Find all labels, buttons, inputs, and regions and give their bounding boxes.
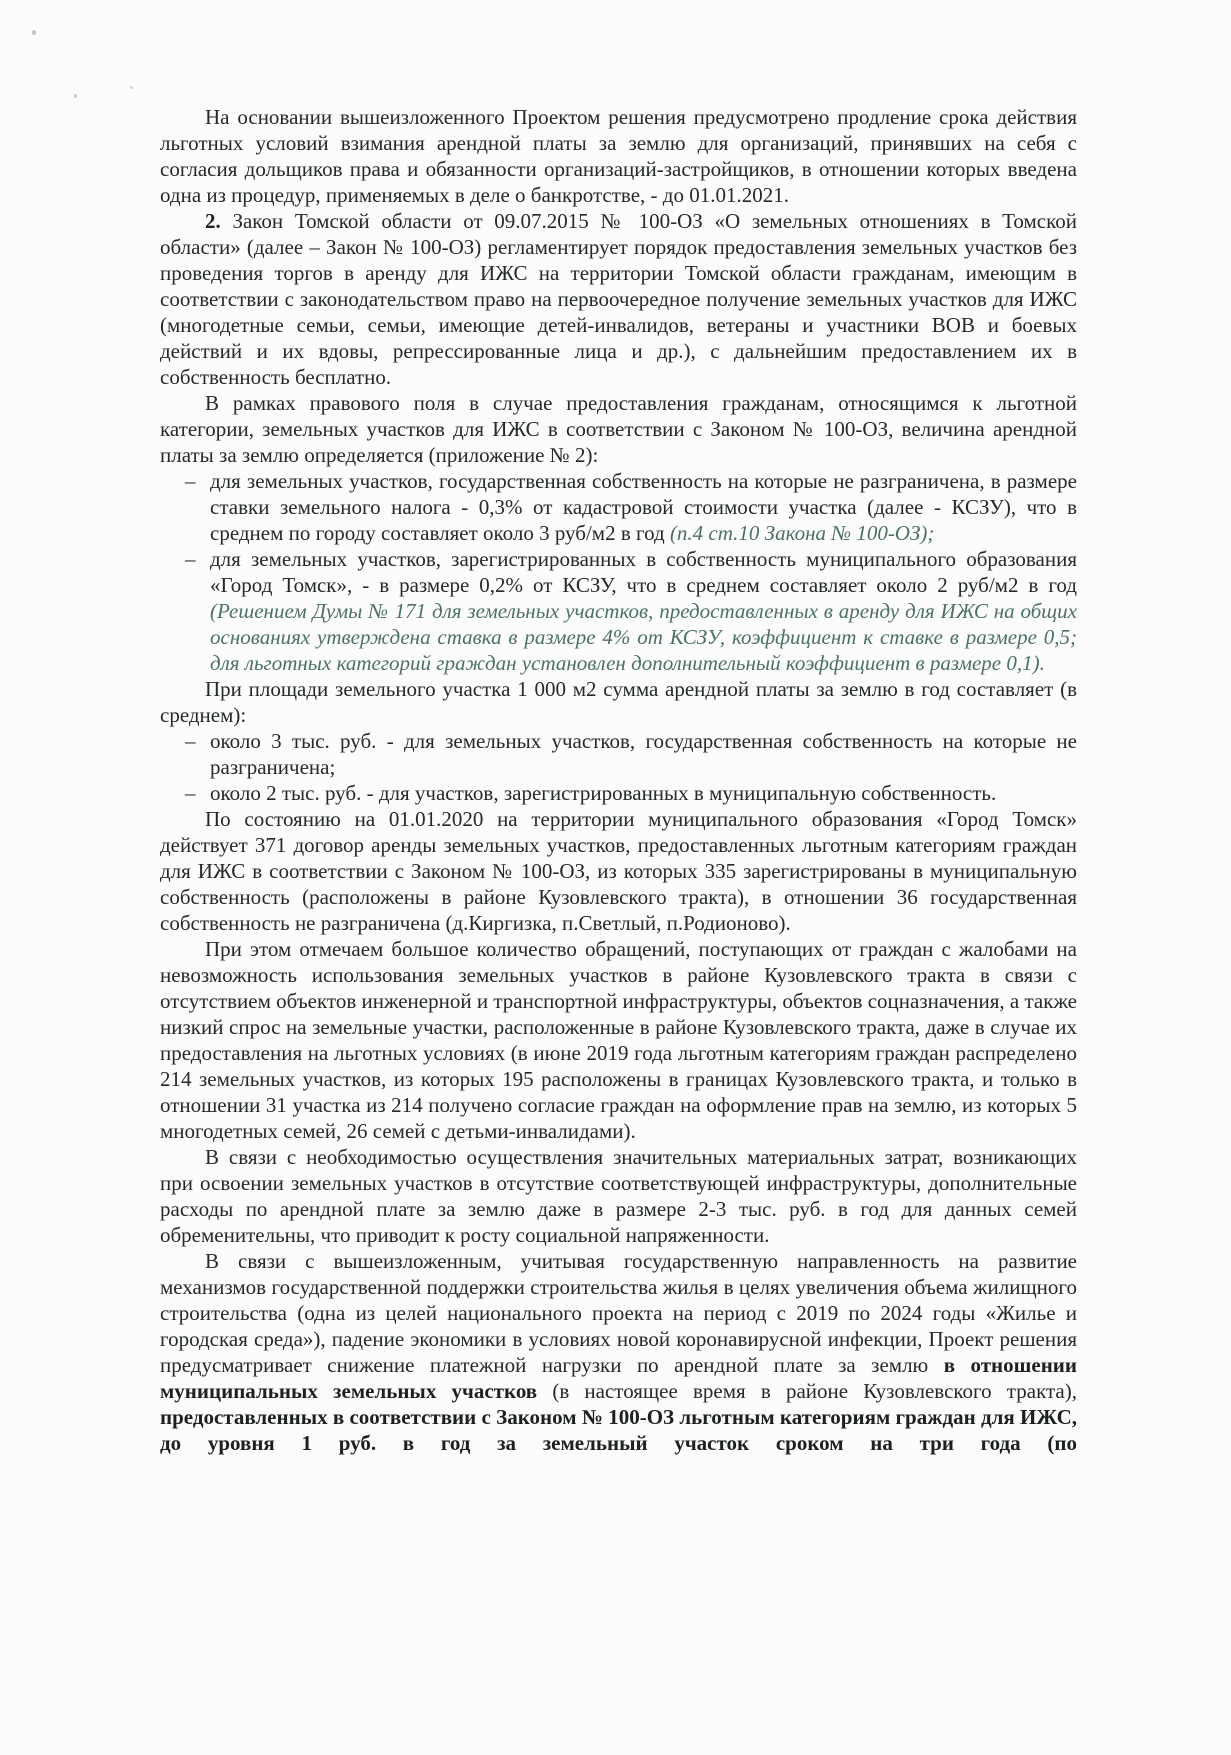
paragraph [160,1144,1077,1248]
text-run: для земельных участков, государственная собственность на которые не разграничена, в размере ставки земельного налога - 0,3% от кадастровой стоимости участка (далее - КСЗУ), что в среднем по городу составляет около 3 руб/м2 в год [210,469,1077,545]
bullet-dash: – [185,781,196,805]
paragraph [160,936,1077,1144]
text-run: При площади земельного участка 1 000 м2 сумма арендной платы за землю в год составляет (в среднем): [160,677,1077,727]
paragraph [160,208,1077,390]
text-run: (п.4 ст.10 Закона № 100-ОЗ); [669,521,935,545]
text-run: На основании вышеизложенного Проектом решения предусмотрено продление срока действия льготных условий взимания арендной платы за землю для организаций, принявших на себя с согласия дольщиков права и обязанности организаций-застройщиков, в отношении которых введена одна из процедур, применяемых в деле о банкротстве, - до 01.01.2021. [160,105,1077,207]
text-run: около 2 тыс. руб. - для участков, зарегистрированных в муниципальную собственность. [210,781,997,805]
bullet-dash: – [185,469,196,493]
text-run: При этом отмечаем большое количество обращений, поступающих от граждан с жалобами на невозможность использования земельных участков в районе Кузовлевского тракта в связи с отсутствием объектов инженерной и транспортной инфраструктуры, объектов соцназначения, а также низкий спрос на земельные участки, расположенные в районе Кузовлевского тракта, даже в случае их предоставления на льготных условиях (в июне 2019 года льготным категориям граждан распределено 214 земельных участков, из которых 195 расположены в границах Кузовлевского тракта, и только в отношении 31 участка из 214 получено согласие граждан на оформление прав на землю, из которых 5 многодетных семей, 26 семей с детьми-инвалидами). [160,937,1077,1143]
text-run: около 3 тыс. руб. - для земельных участков, государственная собственность на которые не разграничена; [210,729,1077,779]
text-run: Закон Томской области от 09.07.2015 № 100-ОЗ «О земельных отношениях в Томской области» (далее – Закон № 100-ОЗ) регламентирует порядок предоставления земельных участков без проведения торгов в аренду для ИЖС на территории Томской области гражданам, имеющим в соответствии с законодательством право на первоочередное получение земельных участков для ИЖС (многодетные семьи, семьи, имеющие детей-инвалидов, ветераны и участники ВОВ и боевых действий и их вдовы, репрессированные лица и др.), с дальнейшим предоставлением их в собственность бесплатно. [160,209,1077,389]
text-run: В рамках правового поля в случае предоставления гражданам, относящимся к льготной категории, земельных участков для ИЖС в соответствии с Законом № 100-ОЗ, величина арендной платы за землю определяется (приложение № 2): [160,391,1077,467]
text-run: По состоянию на 01.01.2020 на территории муниципального образования «Город Томск» действует 371 договор аренды земельных участков, предоставленных льготным категориям граждан для ИЖС в соответствии с Законом № 100-ОЗ, из которых 335 зарегистрированы в муниципальную собственность (расположены в районе Кузовлевского тракта), в отношении 36 государственная собственность не разграничена (д.Киргизка, п.Светлый, п.Родионово). [160,807,1077,935]
scan-artifact-mark [74,94,77,98]
scan-artifact-mark [130,86,133,89]
bullet-dash: – [185,729,196,753]
text-run: предоставленных в соответствии с Законом № 100-ОЗ льготным категориям граждан для ИЖС, до уровня 1 руб. в год за земельный участок сроком на три года (по [160,1405,1077,1455]
text-run: 2. [205,209,233,233]
paragraph [160,104,1077,208]
paragraph [160,390,1077,468]
bullet-dash: – [185,547,196,571]
paragraph [160,1248,1077,1456]
paragraph [160,676,1077,728]
text-run: (Решением Думы № 171 для земельных участков, предоставленных в аренду для ИЖС на общих основаниях утверждена ставка в размере 4% от КСЗУ, коэффициент к ставке в размере 0,5; для льготных категорий граждан установлен дополнительный коэффициент в размере 0,1). [210,599,1077,675]
document-body [160,104,1077,1456]
text-run: (в настоящее время в районе Кузовлевского тракта), [552,1379,1077,1403]
bullet-item [160,468,1077,546]
bullet-item [160,546,1077,676]
text-run: в отношении муниципальных земельных участков [160,1353,1078,1403]
text-run: для земельных участков, зарегистрированных в собственность муниципального образования «Город Томск», - в размере 0,2% от КСЗУ, что в среднем составляет около 2 руб/м2 в год [210,547,1077,597]
text-run: В связи с необходимостью осуществления значительных материальных затрат, возникающих при освоении земельных участков в отсутствие соответствующей инфраструктуры, дополнительные расходы по арендной плате за землю даже в размере 2-3 тыс. руб. в год для данных семей обременительны, что приводит к росту социальной напряженности. [160,1145,1077,1247]
bullet-item [160,780,1077,806]
bullet-item [160,728,1077,780]
scan-artifact-mark [32,30,36,35]
text-run: В связи с вышеизложенным, учитывая государственную направленность на развитие механизмов государственной поддержки строительства жилья в целях увеличения объема жилищного строительства (одна из целей национального проекта на период с 2019 по 2024 годы «Жилье и городская среда»), падение экономики в условиях новой коронавирусной инфекции, Проект решения предусматривает снижение платежной нагрузки по арендной плате за землю [160,1249,1077,1377]
paragraph [160,806,1077,936]
